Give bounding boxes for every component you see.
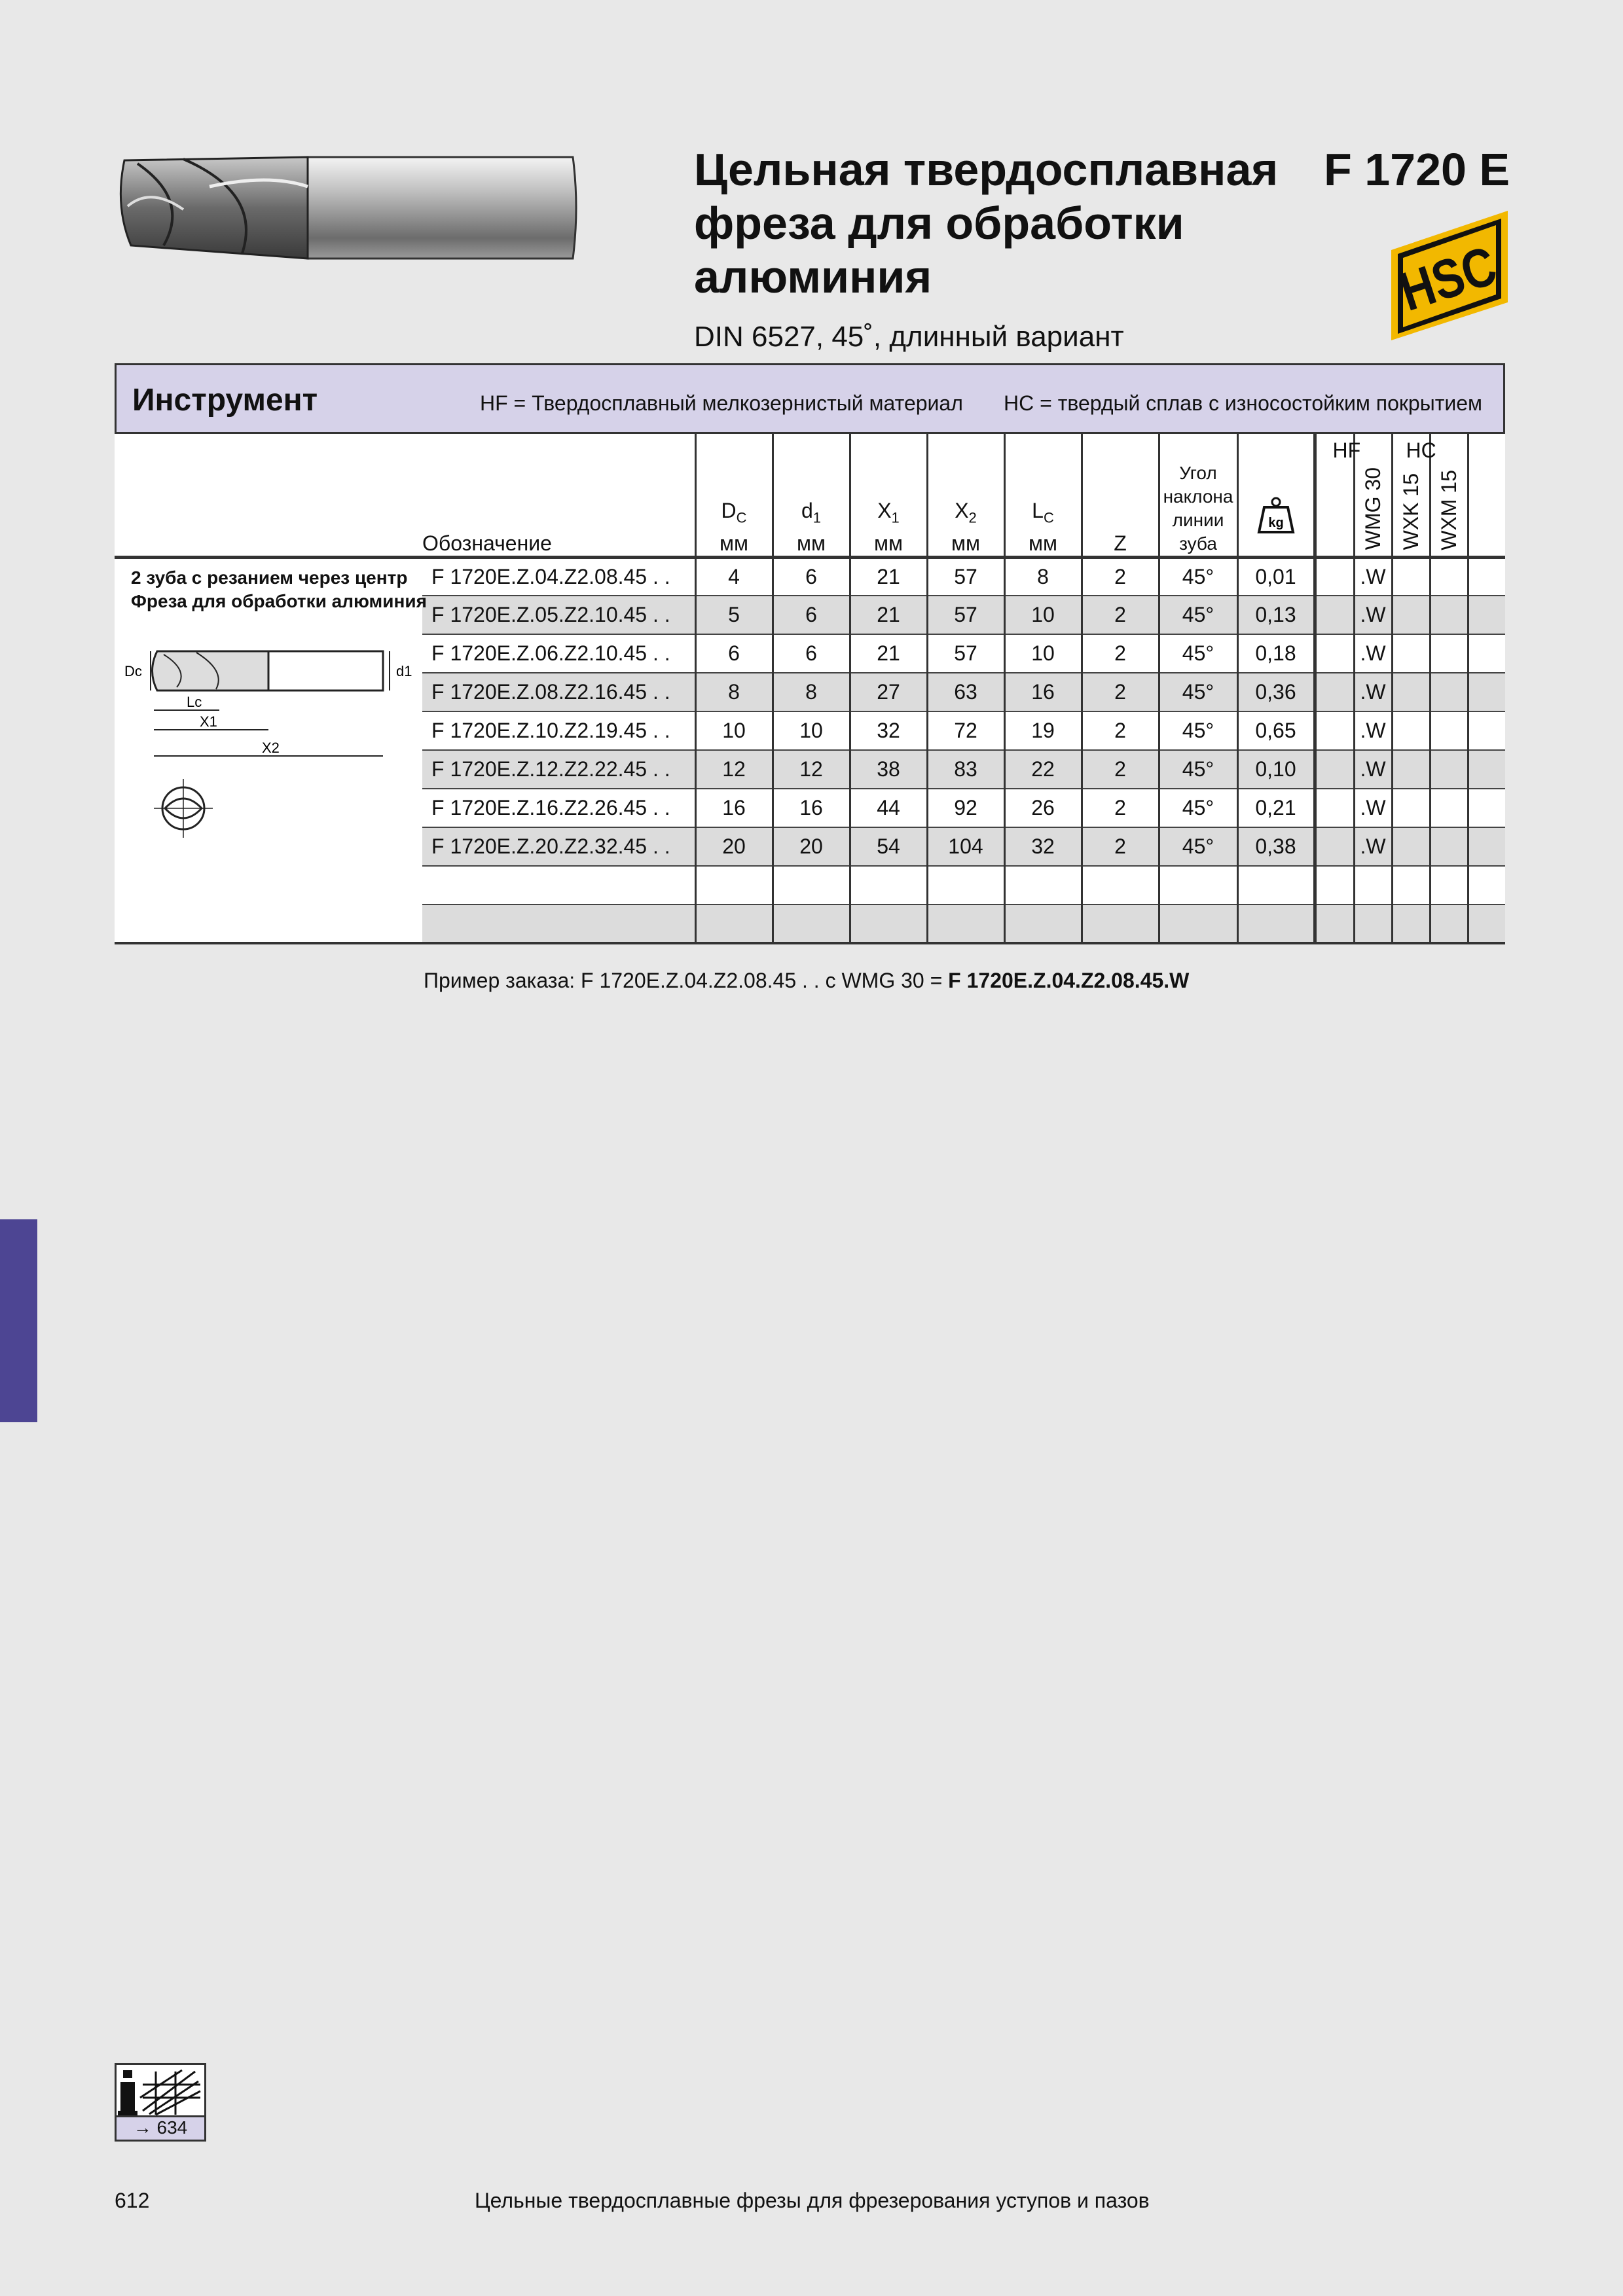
col-dc: $D_C$ мм — [695, 434, 773, 557]
cell-x1: 54 — [850, 827, 927, 866]
cell-z: 2 — [1082, 711, 1159, 750]
col-wxm15: WXM 15 — [1430, 434, 1468, 557]
cell-lc: 32 — [1004, 827, 1082, 866]
cell-weight: 0,13 — [1237, 596, 1315, 634]
cell-x2: 57 — [927, 596, 1004, 634]
cell-dc: 8 — [695, 673, 773, 711]
cell-grade-blank — [1468, 750, 1505, 789]
cell-grade-blank — [1392, 789, 1430, 827]
cell-grade-blank — [1430, 634, 1468, 673]
cell-z — [1082, 905, 1159, 943]
page-number: 612 — [115, 2189, 150, 2212]
cell-grade-blank — [1430, 557, 1468, 596]
col-lc: $L_C$ мм — [1004, 434, 1082, 557]
section-label: Инструмент — [132, 383, 318, 418]
cell-weight: 0,01 — [1237, 557, 1315, 596]
tool-note: Фреза для обработки алюминия — [131, 591, 427, 611]
cell-angle: 45° — [1159, 827, 1237, 866]
cell-designation: F 1720E.Z.08.Z2.16.45 . . — [422, 673, 695, 711]
title-line: Цельная твердосплавная — [694, 144, 1279, 195]
cell-x1: 38 — [850, 750, 927, 789]
cell-z — [1082, 866, 1159, 905]
cell-designation: F 1720E.Z.16.Z2.26.45 . . — [422, 789, 695, 827]
cell-grade-blank — [1392, 750, 1430, 789]
cell-z: 2 — [1082, 596, 1159, 634]
cell-designation: F 1720E.Z.10.Z2.19.45 . . — [422, 711, 695, 750]
cell-wmg30: .W — [1354, 596, 1392, 634]
hc-note: HC = твердый сплав с износостойким покрытием — [1004, 391, 1483, 415]
cell-weight — [1237, 905, 1315, 943]
col-x2: $X_2$ мм — [927, 434, 1004, 557]
info-ref-text: → 634 — [117, 2115, 204, 2140]
end-mill-image — [111, 147, 583, 268]
title-line: фреза для обработки — [694, 198, 1184, 249]
cell-angle — [1159, 866, 1237, 905]
cell-lc — [1004, 905, 1082, 943]
cell-grade-blank — [1468, 557, 1505, 596]
weight-icon-text: kg — [1267, 515, 1284, 530]
hf-note: HF = Твердосплавный мелкозернистый материал — [480, 391, 963, 415]
cell-grade-blank — [1392, 905, 1430, 943]
cell-grade-blank — [1468, 905, 1505, 943]
cell-x2: 57 — [927, 634, 1004, 673]
cell-angle: 45° — [1159, 557, 1237, 596]
cell-angle: 45° — [1159, 711, 1237, 750]
cell-weight: 0,21 — [1237, 789, 1315, 827]
cell-x1 — [850, 866, 927, 905]
info-icon — [117, 2065, 204, 2119]
cell-lc: 19 — [1004, 711, 1082, 750]
cell-weight: 0,65 — [1237, 711, 1315, 750]
cell-weight: 0,38 — [1237, 827, 1315, 866]
cell-grade-blank — [1392, 557, 1430, 596]
col-weight — [1237, 434, 1315, 557]
cell-wmg30: .W — [1354, 711, 1392, 750]
order-example: Пример заказа: F 1720E.Z.04.Z2.08.45 . . с WMG 30 = F 1720E.Z.04.Z2.08.45.W — [424, 969, 1190, 992]
cell-grade-blank — [1430, 673, 1468, 711]
weight-icon — [1256, 495, 1296, 535]
cell-angle: 45° — [1159, 596, 1237, 634]
cell-designation: F 1720E.Z.06.Z2.10.45 . . — [422, 634, 695, 673]
cell-angle: 45° — [1159, 634, 1237, 673]
cell-wmg30: .W — [1354, 673, 1392, 711]
cell-designation: F 1720E.Z.20.Z2.32.45 . . — [422, 827, 695, 866]
hc-label: HC — [1406, 439, 1436, 462]
cell-d1: 10 — [773, 711, 850, 750]
cell-z: 2 — [1082, 557, 1159, 596]
cell-grade-blank — [1392, 634, 1430, 673]
cell-d1: 6 — [773, 634, 850, 673]
cell-grade-blank — [1468, 827, 1505, 866]
dc-label: Dc — [124, 663, 142, 679]
cell-grade-blank — [1430, 827, 1468, 866]
cell-x2: 72 — [927, 711, 1004, 750]
cell-grade-blank — [1468, 866, 1505, 905]
cell-dc: 12 — [695, 750, 773, 789]
cell-grade-blank — [1392, 711, 1430, 750]
cell-grade-blank — [1468, 789, 1505, 827]
cell-weight: 0,18 — [1237, 634, 1315, 673]
cell-x1: 32 — [850, 711, 927, 750]
cell-lc — [1004, 866, 1082, 905]
page-footer: Цельные твердосплавные фрезы для фрезерования уступов и пазов — [475, 2189, 1150, 2212]
tool-note: 2 зуба с резанием через центр — [131, 567, 408, 588]
cell-grade-blank — [1430, 596, 1468, 634]
dimension-diagram — [118, 645, 419, 848]
cell-angle — [1159, 905, 1237, 943]
cell-grade-blank — [1392, 673, 1430, 711]
tool-notes — [131, 566, 427, 613]
order-code: F 1720E.Z.04.Z2.08.45.W — [948, 969, 1190, 992]
cell-grade-blank — [1468, 711, 1505, 750]
table-row — [115, 866, 1505, 905]
cell-x2: 63 — [927, 673, 1004, 711]
cell-x1 — [850, 905, 927, 943]
product-code: F 1720 E — [1324, 144, 1510, 195]
cell-wmg30: .W — [1354, 557, 1392, 596]
cell-d1 — [773, 866, 850, 905]
cell-weight — [1237, 866, 1315, 905]
cell-z: 2 — [1082, 673, 1159, 711]
cell-x2: 104 — [927, 827, 1004, 866]
cell-dc: 20 — [695, 827, 773, 866]
col-z: Z — [1082, 434, 1159, 557]
col-d1: $d_1$ мм — [773, 434, 850, 557]
cell-dc: 6 — [695, 634, 773, 673]
lc-label: Lc — [187, 694, 202, 710]
cell-grade-blank — [1430, 711, 1468, 750]
cell-z: 2 — [1082, 634, 1159, 673]
cell-angle: 45° — [1159, 673, 1237, 711]
cell-grade-blank — [1430, 750, 1468, 789]
cell-wmg30: .W — [1354, 789, 1392, 827]
title-line: алюминия — [694, 251, 932, 302]
cell-angle: 45° — [1159, 789, 1237, 827]
cell-x2: 83 — [927, 750, 1004, 789]
cell-designation — [422, 866, 695, 905]
cell-weight: 0,10 — [1237, 750, 1315, 789]
cell-designation: F 1720E.Z.04.Z2.08.45 . . — [422, 557, 695, 596]
cell-grade-blank — [1430, 905, 1468, 943]
cell-lc: 26 — [1004, 789, 1082, 827]
cell-dc — [695, 905, 773, 943]
cell-dc: 4 — [695, 557, 773, 596]
section-tab — [0, 1219, 37, 1422]
hsc-badge — [1391, 211, 1508, 340]
cell-designation: F 1720E.Z.12.Z2.22.45 . . — [422, 750, 695, 789]
cell-lc: 16 — [1004, 673, 1082, 711]
cell-x2 — [927, 905, 1004, 943]
hf-label: HF — [1332, 439, 1361, 462]
cell-x2 — [927, 866, 1004, 905]
cell-x1: 44 — [850, 789, 927, 827]
col-angle: Угол наклона линии зуба — [1159, 434, 1237, 557]
cell-grade-blank — [1392, 827, 1430, 866]
cell-grade-blank — [1468, 673, 1505, 711]
info-reference[interactable] — [115, 2063, 206, 2142]
cell-z: 2 — [1082, 789, 1159, 827]
col-wmg30: HF WMG 30 — [1354, 434, 1392, 557]
cell-lc: 10 — [1004, 634, 1082, 673]
table-row — [115, 905, 1505, 943]
cell-wmg30: .W — [1354, 634, 1392, 673]
cell-lc: 8 — [1004, 557, 1082, 596]
hsc-badge-text: HSC — [1393, 234, 1504, 323]
cell-d1: 16 — [773, 789, 850, 827]
col-x1: $X_1$ мм — [850, 434, 927, 557]
cell-angle: 45° — [1159, 750, 1237, 789]
cell-weight: 0,36 — [1237, 673, 1315, 711]
cell-x1: 21 — [850, 557, 927, 596]
tool-section-header — [115, 363, 1505, 434]
cell-grade-blank — [1430, 866, 1468, 905]
cell-x1: 27 — [850, 673, 927, 711]
cell-dc: 10 — [695, 711, 773, 750]
cell-designation: F 1720E.Z.05.Z2.10.45 . . — [422, 596, 695, 634]
cell-grade-blank — [1392, 596, 1430, 634]
cell-x2: 57 — [927, 557, 1004, 596]
cell-grade-blank — [1392, 866, 1430, 905]
cell-dc: 16 — [695, 789, 773, 827]
product-subtitle: DIN 6527, 45˚, длинный вариант — [694, 321, 1124, 353]
x2-label: X2 — [262, 740, 280, 756]
cell-x1: 21 — [850, 634, 927, 673]
cell-d1: 12 — [773, 750, 850, 789]
cell-x1: 21 — [850, 596, 927, 634]
cell-wmg30: .W — [1354, 827, 1392, 866]
cell-d1: 6 — [773, 557, 850, 596]
cell-wmg30: .W — [1354, 750, 1392, 789]
x1-label: X1 — [200, 713, 217, 730]
cell-d1 — [773, 905, 850, 943]
cell-wmg30 — [1354, 905, 1392, 943]
cell-z: 2 — [1082, 750, 1159, 789]
cell-dc — [695, 866, 773, 905]
cell-dc: 5 — [695, 596, 773, 634]
cell-grade-blank — [1468, 596, 1505, 634]
cell-z: 2 — [1082, 827, 1159, 866]
cell-wmg30 — [1354, 866, 1392, 905]
cell-lc: 22 — [1004, 750, 1082, 789]
cell-designation — [422, 905, 695, 943]
col-wxk15: HC WXK 15 — [1392, 434, 1430, 557]
cell-grade-blank — [1430, 789, 1468, 827]
cell-d1: 20 — [773, 827, 850, 866]
d1-label: d1 — [396, 663, 412, 679]
cell-lc: 10 — [1004, 596, 1082, 634]
cell-x2: 92 — [927, 789, 1004, 827]
cell-grade-blank — [1468, 634, 1505, 673]
col-designation: Обозначение — [422, 434, 695, 557]
cell-d1: 6 — [773, 596, 850, 634]
cell-d1: 8 — [773, 673, 850, 711]
